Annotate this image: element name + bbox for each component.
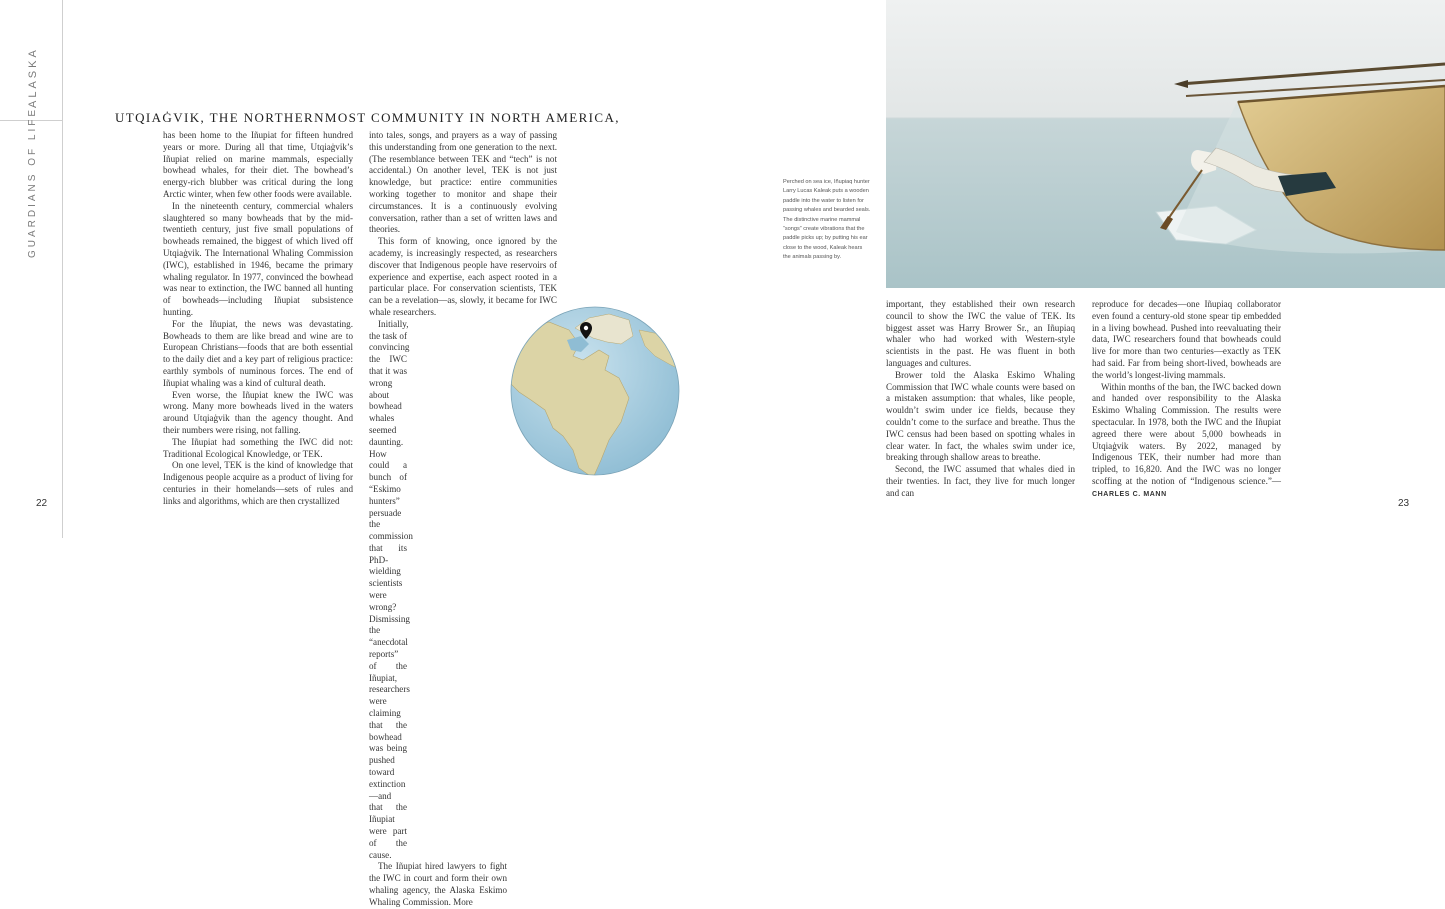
article-headline: UTQIAĠVIK, THE NORTHERNMOST COMMUNITY IN NORTH AMERICA, [115,110,620,125]
page-number-left: 22 [36,498,48,509]
author-signoff: CHARLES C. MANN [1092,490,1167,498]
section-sidebar [0,0,63,538]
paragraph: For the Iñupiat, the news was devastating. Bowheads to them are like bread and wine are to European Christians—foods that are both essential to the daily diet and a key part of religious practice: earthly symbols of numinous forces. The end of Iñupiat whaling was a kind of cultural death. [163,318,353,388]
page-number-right: 23 [1398,498,1410,509]
photo-caption: Perched on sea ice, Iñupiaq hunter Larry Lucas Kaleak puts a wooden paddle into the water to listen for passing whales and bearded seals. The distinctive marine mammal “songs” create vibrations that the paddle picks up; by putting his ear close to the wood, Kaleak hears the animals passing by. [783,179,871,261]
paragraph: has been home to the Iñupiat for fifteen hundred years or more. During all that time, Utqiaġvik’s Iñupiat relied on marine mammals, especially bowhead whales, for their diet. The bowhead’s energy-rich blubber was critical during the long Arctic winter, when few other foods were available. [163,130,353,199]
paragraph: Brower told the Alaska Eskimo Whaling Commission that IWC whale counts were based on a mistaken assumption: that whales, like people, wouldn’t swim under ice fields, because they couldn’t come to the surface and breathe. Thus the IWC census had been based on spotting whales in clear water. In fact, the whales swim under ice, breaking through shallow areas to breathe. [886,369,1075,463]
paragraph: into tales, songs, and prayers as a way of passing this understanding from one generation to the next. (The resemblance between TEK and “tech” is not accidental.) On another level, TEK is not just knowledge, but practice: entire communities working together to monitor and shape their circumstances. It is a continuously evolving conversation, rather than a set of written laws and theories. [369,130,557,235]
text-column-1 [163,130,353,508]
paragraph: reproduce for decades—one Iñupiaq collaborator even found a century-old stone spear tip embedded in a living bowhead. Pushed into reevaluating their data, IWC researchers found that bowheads could live for more than two centuries—exactly as TEK had said. Far from being short-lived, bowheads are the world’s longest-living mammals. [1092,299,1281,380]
globe-illustration [509,300,681,482]
paragraph: important, they established their own research council to show the IWC the value of TEK. Its biggest asset was Harry Brower Sr., an Iñupiaq whaler who had worked with Western-style scientists in the past. He was fluent in both languages and cultures. [886,299,1075,368]
paragraph: On one level, TEK is the kind of knowledge that Indigenous people acquire as a product of living for centuries in their homelands—sets of rules and links and algorithms, which are then crystallized [163,460,353,506]
text-column-3 [886,299,1075,500]
paragraph [1092,382,1281,501]
closing-paragraph-text: Within months of the ban, the IWC backed down and handed over responsibility to the Alaska Eskimo Whaling Commission. The results were spectacular. In 1978, both the IWC and the Iñupiat agreed there were about 5,000 bowheads in Utqiaġvik waters. By 2022, managed by Indigenous TEK, their number had more than tripled, to 16,820. And the IWC was no longer scoffing at the notion of “Indigenous science.”— [1092,381,1281,486]
paragraph: The Iñupiat had something the IWC did not: Traditional Ecological Knowledge, or TEK. [163,436,353,459]
paragraph: Initially, the task of convincing the IWC that it was wrong about bowhead whales seemed daunting. How could a bunch of “Eskimo hunters” persuade the commission that its PhD-wielding scientists were wrong? Dismissing the “anecdotal reports” of the Iñupiat, researchers were claiming that the bowhead was being pushed toward extinction—and that the Iñupiat were part of the cause. [369,318,413,860]
hunter-photo [886,0,1445,288]
text-column-4 [1092,299,1281,501]
paragraph: The Iñupiat hired lawyers to fight the IWC in court and form their own whaling agency, the Alaska Eskimo Whaling Commission. More [369,861,507,907]
paragraph: Even worse, the Iñupiat knew the IWC was wrong. Many more bowheads lived in the waters around Utqiaġvik than the agency thought. And their numbers were rising, not falling. [163,389,353,435]
paragraph: In the nineteenth century, commercial whalers slaughtered so many bowheads that by the mid-twentieth century, just five small populations of bowheads remained, the biggest of which lived off Utqiaġvik. The International Whaling Commission (IWC), established in 1946, became the primary whaling regulator. In 1977, convinced the bowhead was near to extinction, the IWC banned all hunting of bowheads—including Iñupiat subsistence hunting. [163,200,353,317]
paragraph: Second, the IWC assumed that whales died in their twenties. In fact, they live for much longer and can [886,464,1075,498]
paragraph: This form of knowing, once ignored by the academy, is increasingly respected, as researchers discover that Indigenous people have reservoirs of experience and expertise, each aspect rooted in a particular place. For conservation scientists, TEK can be a revelation—as, slowly, it became for IWC whale researchers. [369,236,557,317]
text-column-2 [369,130,557,909]
subsection-label: GUARDIANS OF LIFE [27,106,38,258]
section-label: ALASKA [27,47,39,108]
